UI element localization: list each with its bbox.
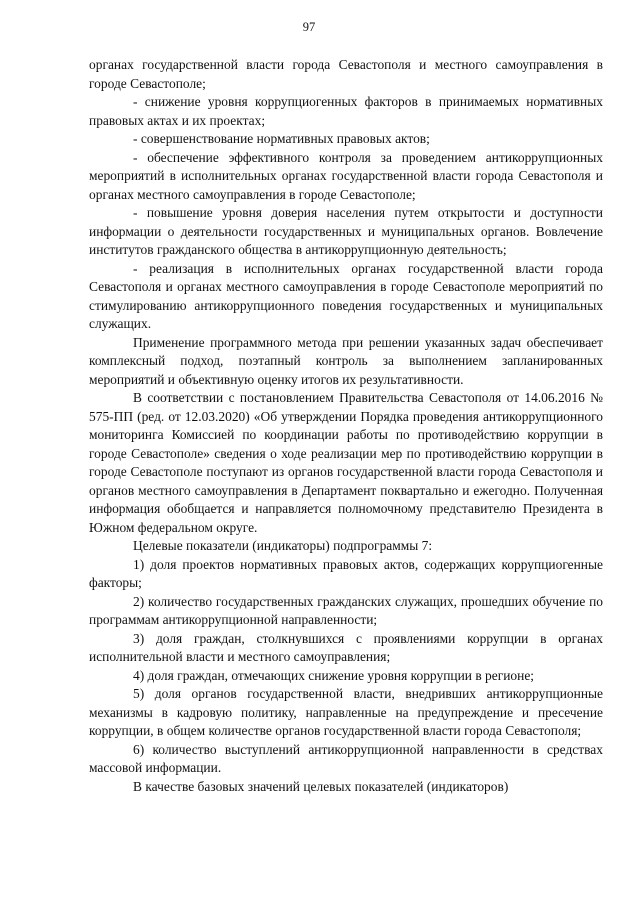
page-number: 97	[302, 20, 316, 34]
indicator-item: 2) количество государственных гражданских служащих, прошедших обучение по программам антикоррупционной направленности;	[89, 593, 603, 627]
list-item: - повышение уровня доверия населения путем открытости и доступности информации о деятельности государственных и муниципальных органов. Вовлечение институтов гражданского общества в антикоррупционную деятельность;	[89, 205, 603, 257]
indicator-item: 6) количество выступлений антикоррупционной направленности в средствах массовой информации.	[89, 741, 603, 775]
paragraph-1: органах государственной власти города Севастополя и местного самоуправления в городе Севастополе;	[89, 57, 603, 91]
document-body	[89, 56, 603, 796]
paragraph-method: Применение программного метода при решении указанных задач обеспечивает комплексный подход, поэтапный контроль за выполнением запланированных мероприятий и объективную оценку итогов их результативности.	[89, 334, 603, 387]
indicators-heading: Целевые показатели (индикаторы) подпрограммы 7:	[133, 538, 433, 553]
indicator-item: 4) доля граждан, отмечающих снижение уровня коррупции в регионе;	[133, 667, 535, 683]
paragraph-monitoring: В соответствии с постановлением Правительства Севастополя от 14.06.2016 № 575-ПП (ред. от 12.03.2020) «Об утверждении Порядка проведения антикоррупционного мониторинга Комиссией по координации работы по противодействию коррупции в городе Севастополе» сведения о ходе реализации мер по противодействию коррупции в городе Севастополе поступают из органов государственной власти города Севастополя и органов местного самоуправления в Департамент поквартально и ежегодно. Полученная информация обобщается и направляется полномочному представителю Президента в Южном федеральном округе.	[89, 390, 603, 535]
list-item: - совершенствование нормативных правовых актов;	[133, 131, 430, 146]
indicator-item: 1) доля проектов нормативных правовых актов, содержащих коррупциогенные факторы;	[89, 556, 603, 590]
paragraph-baseline: В качестве базовых значений целевых показателей (индикаторов)	[133, 778, 509, 794]
indicator-item: 5) доля органов государственной власти, внедривших антикоррупционные механизмы в кадровую политику, направленные на предупреждение и пресечение коррупции, в общем количестве органов государственной власти города Севастополя;	[89, 686, 603, 738]
list-item: - реализация в исполнительных органах государственной власти города Севастополя и органах местного самоуправления в городе Севастополе мероприятий по стимулированию антикоррупционного поведения государственных и муниципальных служащих.	[89, 260, 603, 331]
list-item: - обеспечение эффективного контроля за проведением антикоррупционных мероприятий в исполнительных органах государственной власти города Севастополя и органах местного самоуправления в городе Севастополе;	[89, 149, 603, 202]
list-item: - снижение уровня коррупциогенных факторов в принимаемых нормативных правовых актах и их проектах;	[89, 94, 603, 128]
indicator-item: 3) доля граждан, столкнувшихся с проявлениями коррупции в органах исполнительной власти и местного самоуправления;	[89, 630, 603, 664]
